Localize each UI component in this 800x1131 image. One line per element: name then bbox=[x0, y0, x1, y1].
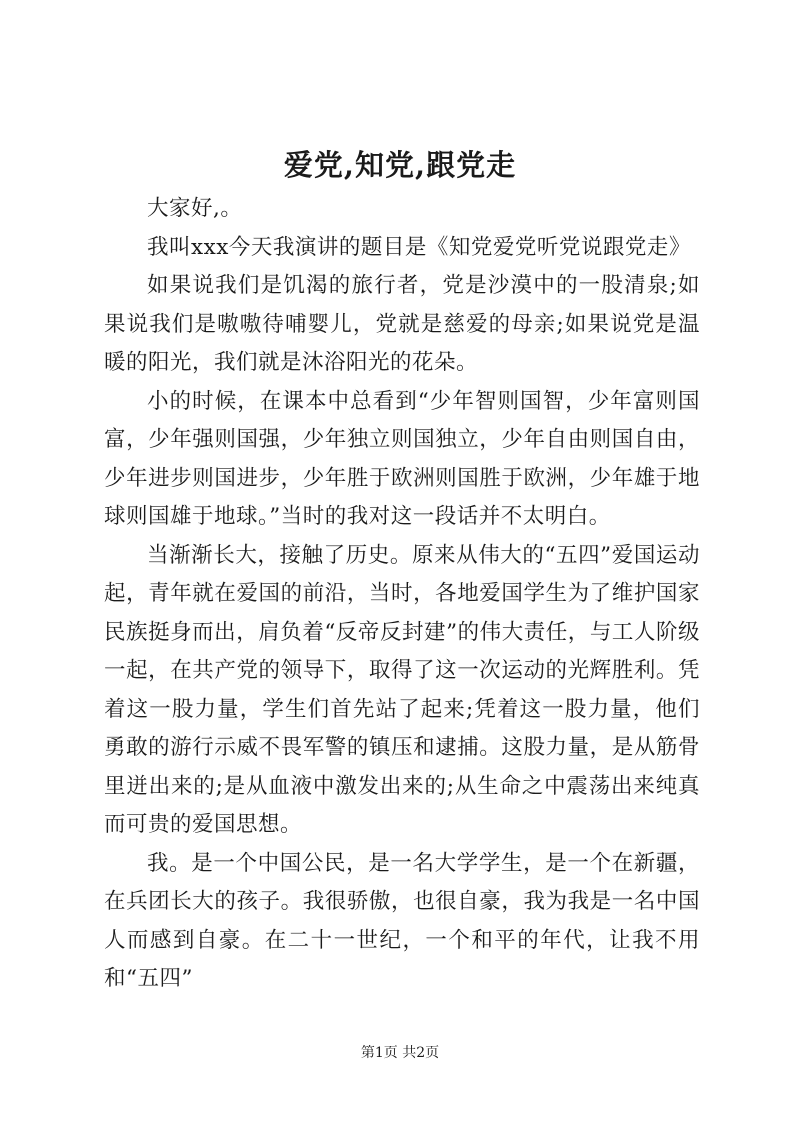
document-title: 爱党,知党,跟党走 bbox=[283, 148, 517, 182]
paragraph-greeting: 大家好,。 bbox=[147, 196, 243, 221]
paragraph-childhood: 小的时候，在课本中总看到“少年智则国智，少年富则国富，少年强则国强，少年独立则国独立，少年自由则国自由，少年进步则国进步，少年胜于欧洲则国胜于欧洲，少年雄于地球则国雄于地球。”当时的我对这一段话并不太明白。 bbox=[104, 388, 700, 529]
paragraph-metaphor: 如果说我们是饥渴的旅行者，党是沙漠中的一股清泉;如果说我们是嗷嗷待哺婴儿，党就是慈爱的母亲;如果说党是温暖的阳光，我们就是沐浴阳光的花朵。 bbox=[104, 273, 700, 375]
page-footer: 第1页 共2页 bbox=[360, 1045, 440, 1061]
paragraph-identity: 我。是一个中国公民，是一名大学学生，是一个在新疆，在兵团长大的孩子。我很骄傲，也很自豪，我为我是一名中国人而感到自豪。在二十一世纪，一个和平的年代，让我不用和“五四” bbox=[104, 850, 700, 991]
paragraph-history: 当渐渐长大，接触了历史。原来从伟大的“五四”爱国运动起，青年就在爱国的前沿，当时，各地爱国学生为了维护国家民族挺身而出，肩负着“反帝反封建”的伟大责任，与工人阶级一起，在共产党的领导下，取得了这一次运动的光辉胜利。凭着这一股力量，学生们首先站了起来;凭着这一股力量，他们勇敢的游行示威不畏军警的镇压和逮捕。这股力量，是从筋骨里迸出来的;是从血液中激发出来的;从生命之中震荡出来纯真而可贵的爱国思想。 bbox=[104, 542, 700, 837]
paragraph-intro: 我叫xxx今天我演讲的题目是《知党爱党听党说跟党走》 bbox=[147, 234, 691, 260]
document-body bbox=[104, 190, 700, 999]
